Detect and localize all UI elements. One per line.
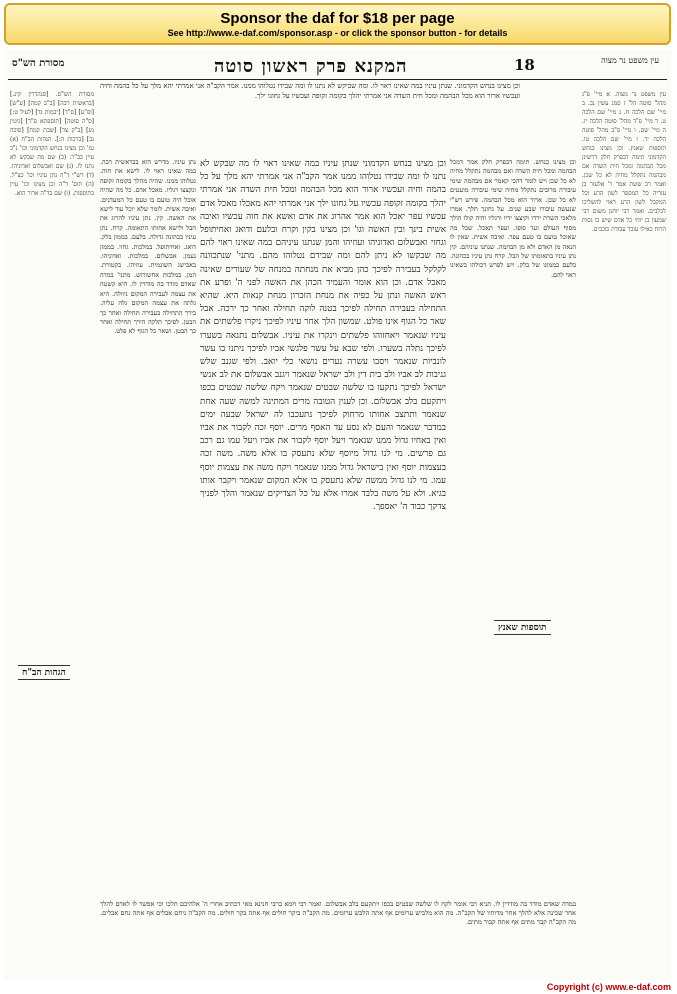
hagahot-section-title: הגהות הב"ח xyxy=(18,665,70,680)
copyright-link[interactable]: Copyright (c) www.e-daf.com xyxy=(546,982,671,992)
tosafot-section-title: תוספות שאנץ xyxy=(494,620,551,635)
bottom-commentary: במדה שאדם מודד בה מודדין לו. תניא רבי אומר לקח לו שלשה שבטים בכפו ויתקעם בלב אבשלום. ואמר רבי חמא ברבי חנינא מאי דכתיב אחרי ה' אלהיכם תלכו וכי אפשר לו לאדם להלך אחר שכינה אלא להלך אחר מדותיו של הקב"ה. מה הוא מלביש ערומים אף אתה הלבש ערומים. מה הקב"ה ביקר חולים אף אתה בקר חולים. מה הקב"ה ניחם אבלים אף אתה נחם אבלים. מה הקב"ה קבר מתים אף אתה קבור מתים. xyxy=(100,900,576,927)
ein-mishpat-label: עין משפט נר מצוה xyxy=(601,56,659,65)
sponsor-banner-title[interactable]: Sponsor the daf for $18 per page xyxy=(220,10,455,27)
rashi-top-commentary: וכן מצינו בנחש הקדמוני. שנתן עיניו במה שאינו ראוי לו. ומה שביקש לא נתנו לו ומה שבידו נטלוהו ממנו. אמר הקב"ה אני אמרתי יהא מלך על כל בהמה וחיה ועכשיו ארור הוא מכל הבהמה ומכל חית השדה אני אמרתי יהלך בקומה זקופה ועכשיו על גחונו ילך. xyxy=(100,82,520,100)
tosafot-commentary: וכן מצינו בנחש. תימה דבפרק חלק אמר דמכל הבהמה ומכל חית השדה ואם מבהמה נתקלל מחיה לא כל שכן ויש לומר דהכי קאמר אם מבהמה שימי עיבורה מרובים נתקלל מחיה שימי עיבורה מועטים לא כל שכן. ארור הוא מכל הבהמה. פירש רש"י שנעשה עיבורו שבע שנים. על גחונך תלך. אמרו מלאכי השרת ירדו וקיצצו ידיו ורגליו והיה קולו הולך מסוף העולם ועד סופו. ועפר תאכל. שכל מה שאוכל טועם בו טעם עפר. ואיבה אשית. שאין לו הנאה מן האדם ולא מן הבהמה. שנתנו עיניהם. קין נתן עיניו בתאומתו של הבל. קרח נתן עיניו בכהונה. בלעם בממונו של בלק. ויש לפרש דכולהו בשאינו ראוי להם. xyxy=(450,158,576,279)
sponsor-banner-subtitle[interactable]: See http://www.e-daf.com/sponsor.asp - or click the sponsor button - for details xyxy=(167,28,508,38)
margin-left-references: מסורת הש"ס. [סנהדרין קיג.] [בראשית רבה] [ב"ב קמה] [ע"ש] [ופ"ע] [ס"ד] [יבמות נד] [לעיל ט:] [ס"ה סוטה] [תוספתא פ"ד] [גיטין מג] [ב"ק צד] [שבת קמח] [סוכה נב] [ברכות ה:]. הגהות הב"ח (א) גמ' וכן מצינו בנחש הקדמוני וכו' נ"ב עיין בב"ר. (ב) שם מה שבקש לא נתנו לו. (ג) שם ואבשלום ואדוניהו. (ד) רש"י ד"ה נתן עיניו וכו' כצ"ל. (ה) תוס' ד"ה וכן מצינו וכו' עיין בתוספות. (ו) שם בד"ה ארור הוא. xyxy=(10,91,94,197)
masoret-label: מסורת הש"ס xyxy=(12,58,65,69)
rashi-commentary: נתן עיניו. מדרש הוא בבראשית רבה. במה שאינו ראוי לו. לישא את חוה. נטלוהו ממנו. שהיה מהלך בקומה זקופה ונקצצו רגליו. מאכל אדם. כל מה שהיה אוכל היה טועם בו טעם כל המעדנים. ואיבה אשית. לומר שלא יוכל עוד לישא את האשה. קין. נתן עיניו להרוג את הבל ולישא אחותו התאומה. קרח. נתן עיניו בכהונה גדולה. בלעם. בממון בלק. דואג. ואחיתופל. במלכות. גחזי. בממון נעמן. אבשלום. במלכות. ואדוניהו. באבישג השונמית. עוזיהו. בקטורת. המן. במלכות אחשורוש. מתני' במדה שאדם מודד בה מודדין לו. היא קשטה את עצמה לעבירה המקום ניוולה. היא גלתה את עצמה המקום גלה עליה. בירך התחילה בעבירה תחילה ואחר כך הבטן. לפיכך תלקה הירך תחילה ואחר כך הבטן. ושאר כל הגוף לא פלט. xyxy=(100,158,196,336)
talmud-page xyxy=(4,50,671,980)
page-number: 18 xyxy=(514,56,535,74)
header-divider xyxy=(8,79,667,80)
margin-right-references: עין משפט נר מצוה. א מיי' פ"ג מהל' סוטה הל' ז סמג עשין נב. ב מיי' שם הלכה ח. ג מיי' שם הלכה ט. ד מיי' פ"ד מהל' סוטה הלכה יז. ה מיי' שם. ו מיי' פ"ב מהל' סוטה הלכה יד. ז מיי' שם הלכה טו. תוספות שאנץ. וכן מצינו בנחש הקדמוני תימה דבפרק חלק דרשינן מכל הבהמה ומכל חית השדה אם מבהמה נתקלל מחיה לא כל שכן. ואמר רב ששת אמר ר' אלעזר בן עזריה כל המספר לשון הרע וכל המקבל לשון הרע ראוי להשליכו לכלבים. ואמר רבי יוחנן משום רבי שמעון בן יוחי כל אדם שיש בו גסות הרוח כאילו עובד עבודת כוכבים. xyxy=(582,91,666,233)
gemara-main-text: וכן מצינו בנחש הקדמוני שנתן עיניו במה שאינו ראוי לו מה שבקש לא נתנו לו ומה שבידו נטלוהו ממנו אמר הקב"ה אני אמרתי יהא מלך על כל בהמה וחיה ועכשיו ארור הוא מכל הבהמה ומכל חית השדה אני אמרתי יהלך בקומה זקופה עכשיו על גחונו ילך אני אמרתי יהא מאכלו מאכל אדם עכשיו עפר יאכל הוא אמר אהרוג את אדם ואשא את חוה עכשיו ואיבה אשית בינך ובין האשה וגו' וכן מצינו בקין וקרח ובלעם ודואג ואחיתופל וגחזי ואבשלום ואדוניהו ועוזיהו והמן שנתנו עיניהם במה שאינו ראוי להם מה שבקשו לא ניתן להם ומה שבידם נטלוהו מהם. מתני' שנתכוונה לקלקל בעבירה לפיכך כהן מביא את מנחתה במנחה של שעורים שאינה מאכל אדם. וכן הוא אומר והעמיד הכהן את האשה לפני ה' ופרע את ראש האשה ונתן על כפיה את מנחת הזכרון מנחת קנאות היא. שהיא התחילה בעבירה תחילה לפיכך בטנה לוקה תחילה ואחר כך ירכה. אבל שאר כל הגוף אינו פולט. שמשון הלך אחר עיניו לפיכך ניקרו פלשתים את עיניו שנאמר ויאחזוהו פלשתים וינקרו את עיניו. אבשלום נתגאה בשערו לפיכך נתלה בשערו. ולפי שבא על עשר פלגשי אביו לפיכך ניתנו בו עשר לונביות שנאמר ויסבו עשרה נערים נושאי כלי יואב. ולפי שגנב שלש גניבות לב אביו ולב בית דין ולב ישראל שנאמר ויגנב אבשלום את לב אנשי ישראל לפיכך נתקעו בו שלשה שבטים שנאמר ויקח שלשה שבטים בכפו ויתקעם בלב אבשלום. וכן לענין הטובה מרים המתינה למשה שעה אחת שנאמר ותתצב אחותו מרחוק לפיכך נתעכבו לה ישראל שבעה ימים במדבר שנאמר והעם לא נסע עד האסף מרים. יוסף זכה לקבור את אביו ואין באחיו גדול ממנו שנאמר ויעל יוסף לקבור את אביו ויעל עמו גם רכב גם פרשים. מי לנו גדול מיוסף שלא נתעסק בו אלא משה. משה זכה בעצמות יוסף ואין בישראל גדול ממנו שנאמר ויקח משה את עצמות יוסף עמו. מי לנו גדול ממשה שלא נתעסק בו אלא המקום שנאמר ויקבר אותו בגיא. ולא על משה בלבד אמרו אלא על כל הצדיקים שנאמר והלך לפניך צדקך כבוד ה' יאספך. xyxy=(200,159,446,513)
sponsor-banner[interactable] xyxy=(4,3,671,45)
running-title: המקנא פרק ראשון סוטה xyxy=(214,56,408,77)
